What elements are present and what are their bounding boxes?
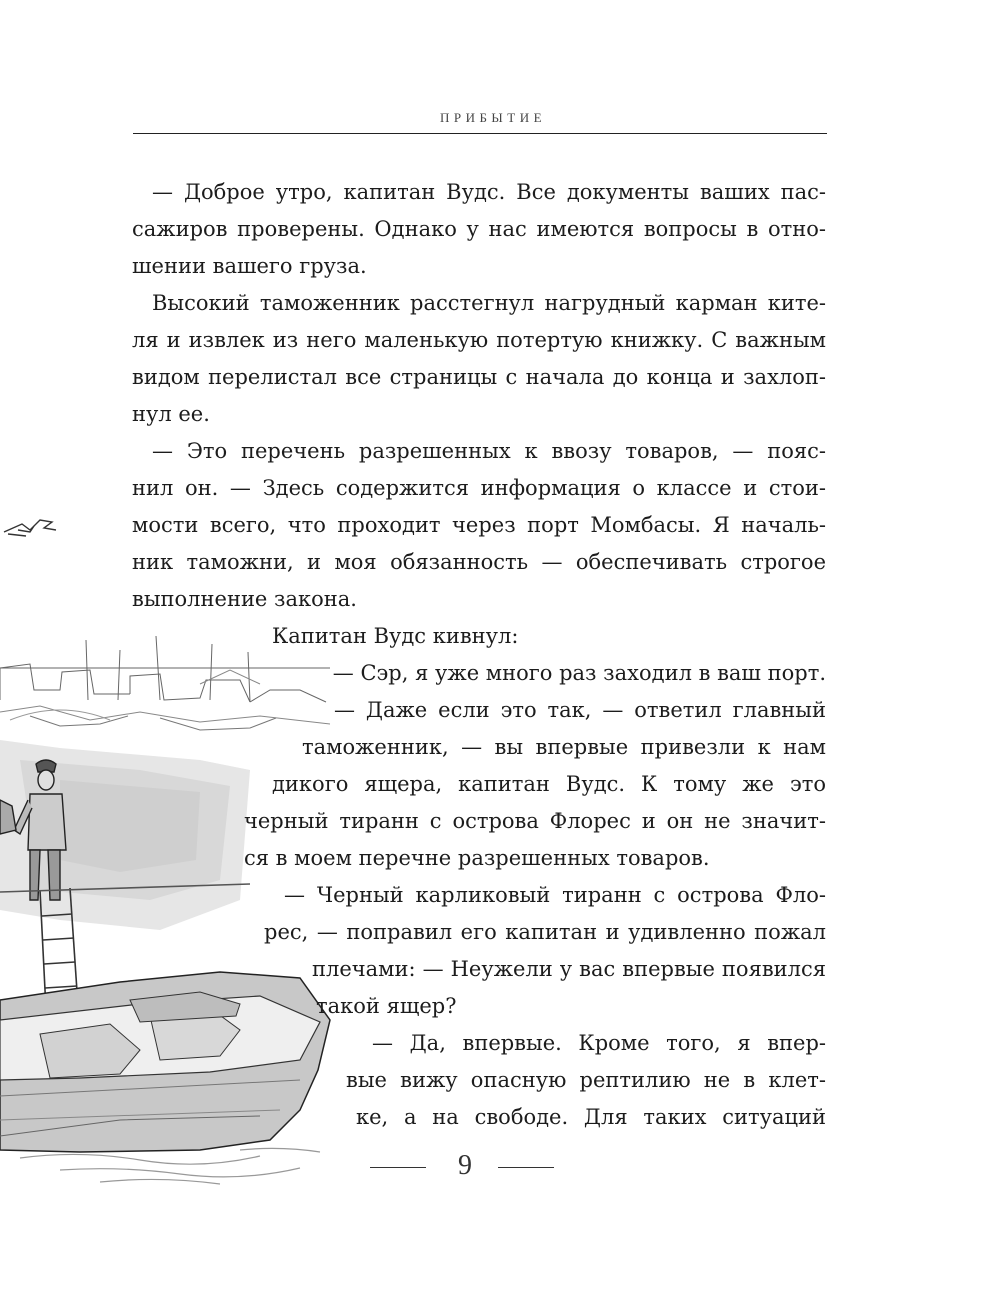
water-strokes [20, 1148, 320, 1184]
body-line-6: видом перелистал все страницы с начала до конца и захлоп- [132, 365, 826, 389]
body-line-5: ля и извлек из него маленькую потертую книжку. С важным [132, 328, 826, 352]
body-line-19: ся в моем перечне разрешенных товаров. [244, 846, 710, 870]
body-line-18: черный тиранн с острова Флорес и он не значит- [244, 809, 826, 833]
body-line-20: — Черный карликовый тиранн с острова Фло- [284, 883, 826, 907]
body-line-17: дикого ящера, капитан Вудс. К тому же это [272, 772, 826, 796]
folio-rule-left [370, 1167, 426, 1168]
body-line-12: выполнение закона. [132, 587, 357, 611]
body-line-14: — Сэр, я уже много раз заходил в ваш порт. [332, 661, 826, 685]
body-line-23: такой ящер? [316, 994, 457, 1018]
body-line-9: нил он. — Здесь содержится информация о классе и стои- [132, 476, 826, 500]
body-line-25: вые вижу опасную рептилию не в клет- [346, 1068, 826, 1092]
body-line-22: плечами: — Неужели у вас впервые появился [312, 957, 826, 981]
body-line-7: нул ее. [132, 402, 210, 426]
body-line-11: ник таможни, и моя обязанность — обеспечивать строгое [132, 550, 826, 574]
body-line-15: — Даже если это так, — ответил главный [334, 698, 826, 722]
seagull-icon [4, 520, 56, 536]
body-line-16: таможенник, — вы впервые привезли к нам [302, 735, 826, 759]
page-number: 9 [458, 1150, 472, 1181]
running-header: ПРИБЫТИЕ [439, 110, 547, 125]
motorboat [0, 972, 330, 1152]
body-line-21: рес, — поправил его капитан и удивленно пожал [264, 920, 826, 944]
body-line-1: — Доброе утро, капитан Вудс. Все документы ваших пас- [152, 180, 826, 204]
body-line-13: Капитан Вудс кивнул: [272, 624, 519, 648]
body-line-4: Высокий таможенник расстегнул нагрудный карман ките- [152, 291, 826, 315]
body-line-26: ке, а на свободе. Для таких ситуаций [356, 1105, 826, 1129]
body-line-2: сажиров проверены. Однако у нас имеются вопросы в отно- [132, 217, 826, 241]
folio-rule-right [498, 1167, 554, 1168]
body-line-10: мости всего, что проходит через порт Момбасы. Я началь- [132, 513, 826, 537]
harbor-town-sketch [0, 636, 330, 730]
body-line-8: — Это перечень разрешенных к ввозу товаров, — пояс- [152, 439, 826, 463]
body-line-3: шении вашего груза. [132, 254, 367, 278]
body-line-24: — Да, впервые. Кроме того, я впер- [372, 1031, 826, 1055]
